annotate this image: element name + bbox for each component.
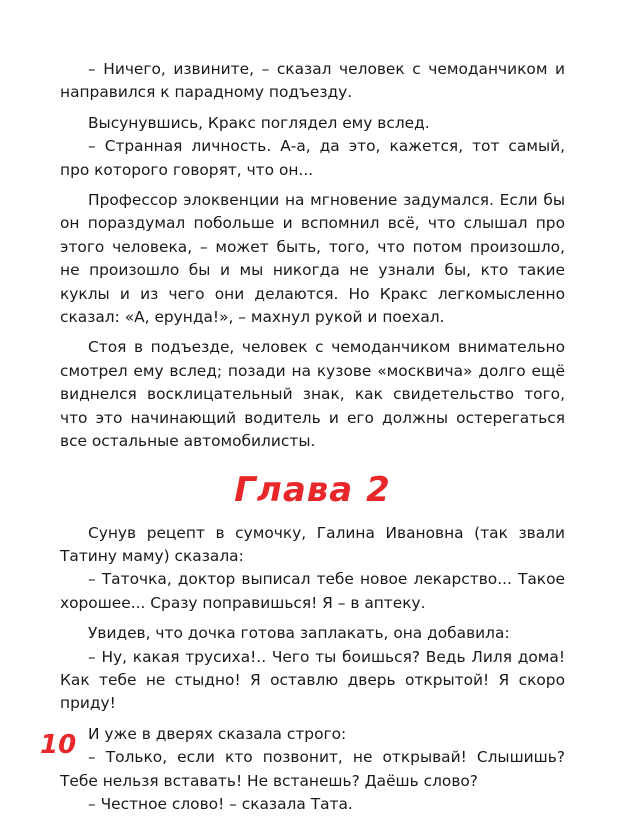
paragraph: Увидев, что дочка готова заплакать, она добавила:	[88, 624, 510, 643]
paragraph: И уже в дверях сказала строго:	[88, 724, 347, 743]
paragraph: Сунув рецепт в сумочку, Галина Ивановна (так звали Татину маму) сказала:	[60, 523, 565, 565]
chapter-title: Глава 2	[234, 469, 391, 510]
paragraph: Высунувшись, Кракс поглядел ему вслед.	[88, 113, 430, 132]
paragraph: Стоя в подъезде, человек с чемоданчиком внимательно смотрел ему вслед; позади на кузове «москвича» долго ещё виднелся восклицательный знак, как свидетельство того, что это начинающий водитель и его должны остерегаться все остальные автомобилисты.	[60, 338, 565, 451]
paragraph: – Таточка, доктор выписал тебе новое лекарство... Такое хорошее... Сразу поправишься! Я – в аптеку.	[60, 570, 565, 612]
page-body	[60, 58, 565, 816]
paragraph: – Честное слово! – сказала Тата.	[88, 794, 353, 813]
paragraph: – Ничего, извините, – сказал человек с чемоданчиком и направился к парадному подъезду.	[60, 60, 565, 102]
paragraph: – Ну, какая трусиха!.. Чего ты боишься? Ведь Лиля дома! Как тебе не стыдно! Я оставлю дверь открытой! Я скоро приду!	[60, 647, 565, 713]
page-number: 10	[40, 730, 77, 760]
paragraph: – Странная личность. А-а, да это, кажется, тот самый, про которого говорят, что он...	[60, 137, 565, 179]
paragraph: Профессор элоквенции на мгновение задумался. Если бы он пораздумал побольше и вспомнил всё, что слышал про этого человека, – может быть, того, что потом произошло, не произошло бы и мы никогда не узнали бы, кто такие куклы и из чего они делаются. Но Кракс легкомысленно сказал: «А, ерунда!», – махнул рукой и поехал.	[60, 191, 565, 327]
paragraph: – Только, если кто позвонит, не открывай! Слышишь? Тебе нельзя вставать! Не встанешь? Даёшь слово?	[60, 748, 565, 790]
